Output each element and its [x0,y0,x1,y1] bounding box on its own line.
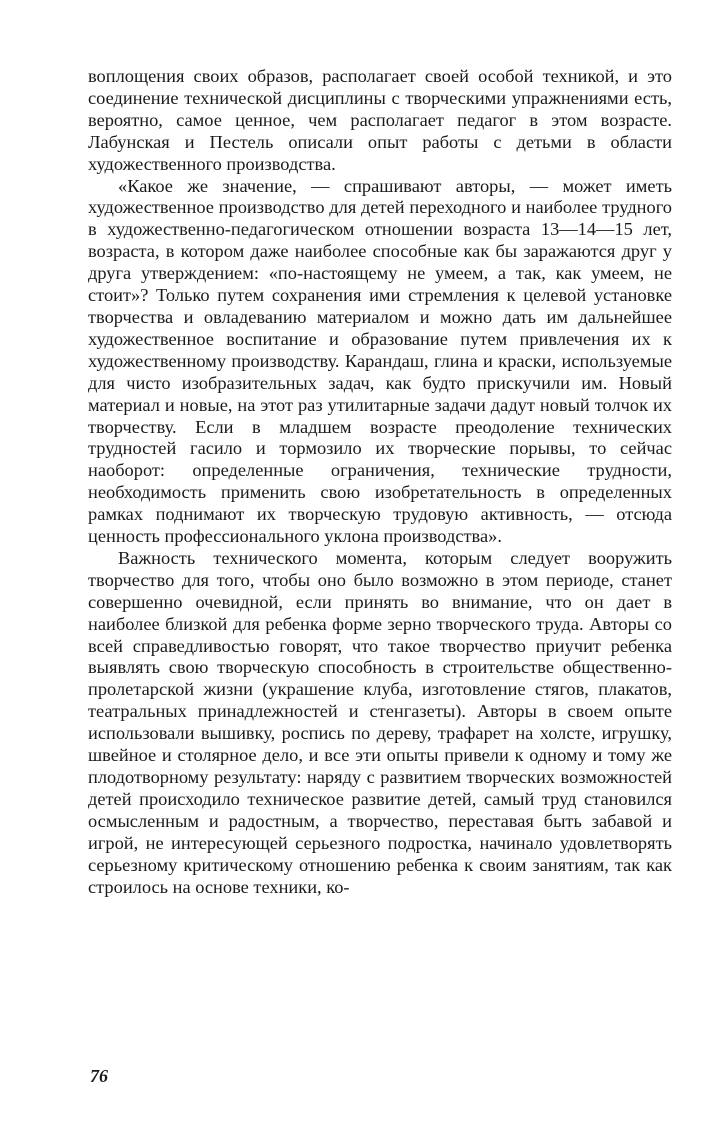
paragraph-quote: «Какое же значение, — спрашивают авторы, — может иметь художественное производство для детей переходного и наиболее трудного в художественно-педагогическом отношении возраста 13—14—15 лет, возраста, в котором даже наиболее способные как бы заражаются друг у друга утверждением: «по-настоящему не умеем, а так, как умеем, не стоит»? Только путем сохранения ими стремления к целевой установке творчества и овладеванию материалом и можно дать им дальнейшее художественное воспитание и образование путем привлечения их к художественному производству. Карандаш, глина и краски, используемые для чисто изобразительных задач, как будто прискучили им. Новый материал и новые, на этот раз утилитарные задачи дадут новый толчок их творчеству. Если в младшем возрасте преодоление технических трудностей гасило и тормозило их творческие порывы, то сейчас наоборот: определенные ограничения, технические трудности, необходимость применить свою изобретательность в определенных рамках поднимают их творческую трудовую активность, — отсюда ценность профессионального уклона производства». [88,175,672,547]
page-number: 76 [90,1066,108,1086]
paragraph-continuation: воплощения своих образов, располагает своей особой техникой, и это соединение технической дисциплины с творческими упражнениями есть, вероятно, самое ценное, чем располагает педагог в этом возрасте. Лабунская и Пестель описали опыт работы с детьми в области художественного производства. [88,66,672,174]
page-body [88,66,672,898]
paragraph-technical-importance: Важность технического момента, которым следует вооружить творчество для того, чтобы оно было возможно в этом периоде, станет совершенно очевидной, если принять во внимание, что он дает в наиболее близкой для ребенка форме зерно творческого труда. Авторы со всей справедливостью говорят, что такое творчество приучит ребенка выявлять свою творческую способность в строительстве общественно-пролетарской жизни (украшение клуба, изготовление стягов, плакатов, театральных принадлежностей и стенгазеты). Авторы в своем опыте использовали вышивку, роспись по дереву, трафарет на холсте, игрушку, швейное и столярное дело, и все эти опыты привели к одному и тому же плодотворному результату: наряду с развитием творческих возможностей детей происходило техническое развитие детей, самый труд становился осмысленным и радостным, а творчество, переставая быть забавой и игрой, не интересующей серьезного подростка, начинало удовлетворять серьезному критическому отношению ребенка к своим занятиям, так как строилось на основе техники, ко- [88,547,672,897]
